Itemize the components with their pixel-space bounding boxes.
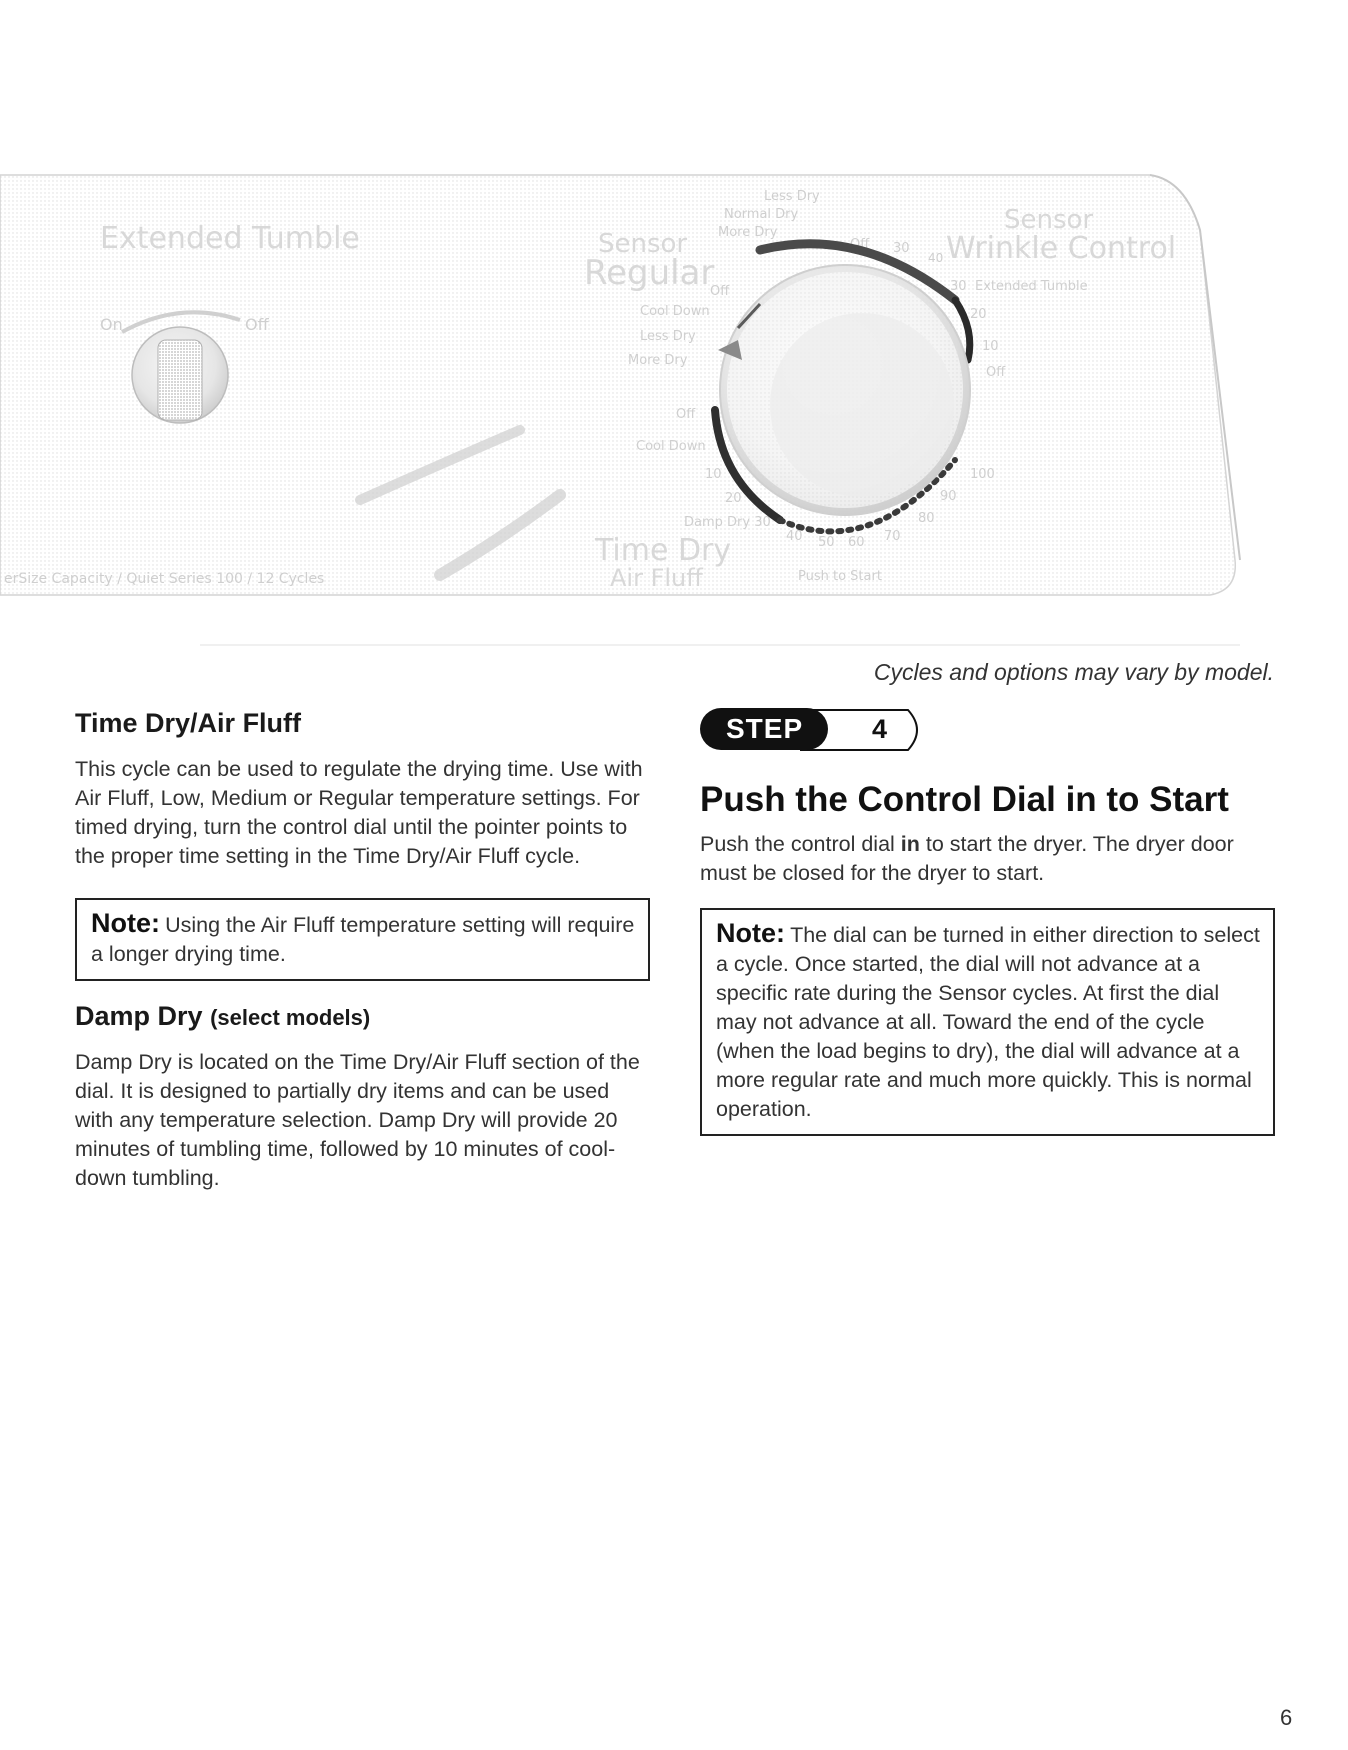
air-fluff-note-text: Using the Air Fluff temperature setting will require a longer drying time. [91, 913, 635, 966]
dryer-control-panel-illustration [0, 0, 1348, 660]
dial-label-left-cool-down-1: Cool Down [640, 304, 710, 319]
step-heading: Push the Control Dial in to Start [700, 780, 1229, 819]
dial-note-text: The dial can be turned in either direction to select a cycle. Once started, the dial will not advance at a specific rate during the Sensor cycles. At first the dial may not advance at all. Toward the end of the cycle (when the load begins to dry), the dial will advance at a more regular rate and much more quickly. This is normal operation. [716, 923, 1260, 1121]
right-column [700, 708, 1275, 1136]
dial-label-left-10: 10 [705, 467, 722, 482]
left-knob-on-label: On [100, 315, 123, 334]
time-dry-label: Time Dry [595, 533, 732, 568]
dial-label-top-more-dry: More Dry [718, 225, 778, 240]
step-word: STEP [726, 713, 804, 744]
damp-dry-body: Damp Dry is located on the Time Dry/Air Fluff section of the dial. It is designed to partially dry items and can be used with any temperature selection. Damp Dry will provide 20 minutes of tumbling time, followed by 10 minutes of cool-down tumbling. [75, 1050, 640, 1190]
damp-dry-heading-sub: (select models) [210, 1005, 371, 1030]
capacity-text: erSize Capacity / Quiet Series 100 / 12 Cycles [4, 571, 325, 587]
step-body-before: Push the control dial [700, 832, 901, 856]
damp-dry-heading [75, 1001, 650, 1032]
left-knob-off-label: Off [245, 315, 269, 334]
dial-label-bottom-80: 80 [918, 511, 935, 526]
dial-label-right-20: 20 [970, 307, 987, 322]
dial-label-right-extended-tumble: Extended Tumble [975, 279, 1088, 294]
dial-label-bottom-100: 100 [970, 467, 995, 482]
damp-dry-heading-main: Damp Dry [75, 1001, 203, 1031]
dial-label-right-30: 30 [950, 279, 967, 294]
air-fluff-note-box [75, 898, 650, 981]
step-body [700, 830, 1275, 888]
dial-label-bottom-60: 60 [848, 535, 865, 550]
dial-label-left-less-dry: Less Dry [640, 329, 696, 344]
sensor-wrinkle-bottom: Wrinkle Control [946, 231, 1177, 266]
step-number: 4 [872, 714, 888, 744]
dial-label-right-10: 10 [982, 339, 999, 354]
dial-label-bottom-40: 40 [786, 529, 803, 544]
dial-label-left-cool-down-2: Cool Down [636, 439, 706, 454]
dial-label-bottom-50: 50 [818, 535, 835, 550]
air-fluff-label: Air Fluff [610, 564, 703, 592]
dial-label-bottom-90: 90 [940, 489, 957, 504]
note-label: Note: [716, 918, 785, 948]
dial-label-top-less-dry: Less Dry [764, 189, 820, 204]
dial-label-left-off-2: Off [676, 407, 696, 422]
step-body-after: to start the dryer. The dryer door must be closed for the dryer to start. [700, 832, 1234, 885]
step-badge [700, 708, 1275, 752]
time-dry-heading: Time Dry/Air Fluff [75, 708, 302, 738]
sensor-regular-bottom: Regular [584, 253, 715, 293]
sensor-regular-top: Sensor [598, 229, 688, 259]
model-variation-caption: Cycles and options may vary by model. [873, 659, 1274, 685]
note-label: Note: [91, 908, 160, 938]
dial-label-top-30: 30 [893, 241, 910, 256]
push-to-start-label: Push to Start [798, 569, 882, 584]
dial-label-left-off-1: Off [710, 284, 730, 299]
dial-label-top-normal-dry: Normal Dry [724, 207, 799, 222]
time-dry-body: This cycle can be used to regulate the drying time. Use with Air Fluff, Low, Medium or Regular temperature settings. For timed drying, turn the control dial until the pointer points to the proper time setting in the Time Dry/Air Fluff cycle. [75, 757, 643, 868]
left-knob-title: Extended Tumble [100, 221, 360, 256]
dial-label-top-off: Off [850, 237, 870, 252]
dial-label-top-40: 40 [928, 251, 944, 265]
sensor-wrinkle-top: Sensor [1004, 205, 1094, 235]
dial-label-left-more-dry: More Dry [628, 353, 688, 368]
dial-note-box [700, 908, 1275, 1136]
dial-label-right-off: Off [986, 365, 1006, 380]
dial-label-left-20: 20 [725, 491, 742, 506]
dial-label-damp-dry-30: Damp Dry 30 [684, 515, 771, 530]
dial-label-bottom-70: 70 [884, 529, 901, 544]
left-column [75, 708, 650, 1193]
step-body-bold: in [900, 832, 920, 856]
page-number: 6 [1280, 1705, 1293, 1730]
